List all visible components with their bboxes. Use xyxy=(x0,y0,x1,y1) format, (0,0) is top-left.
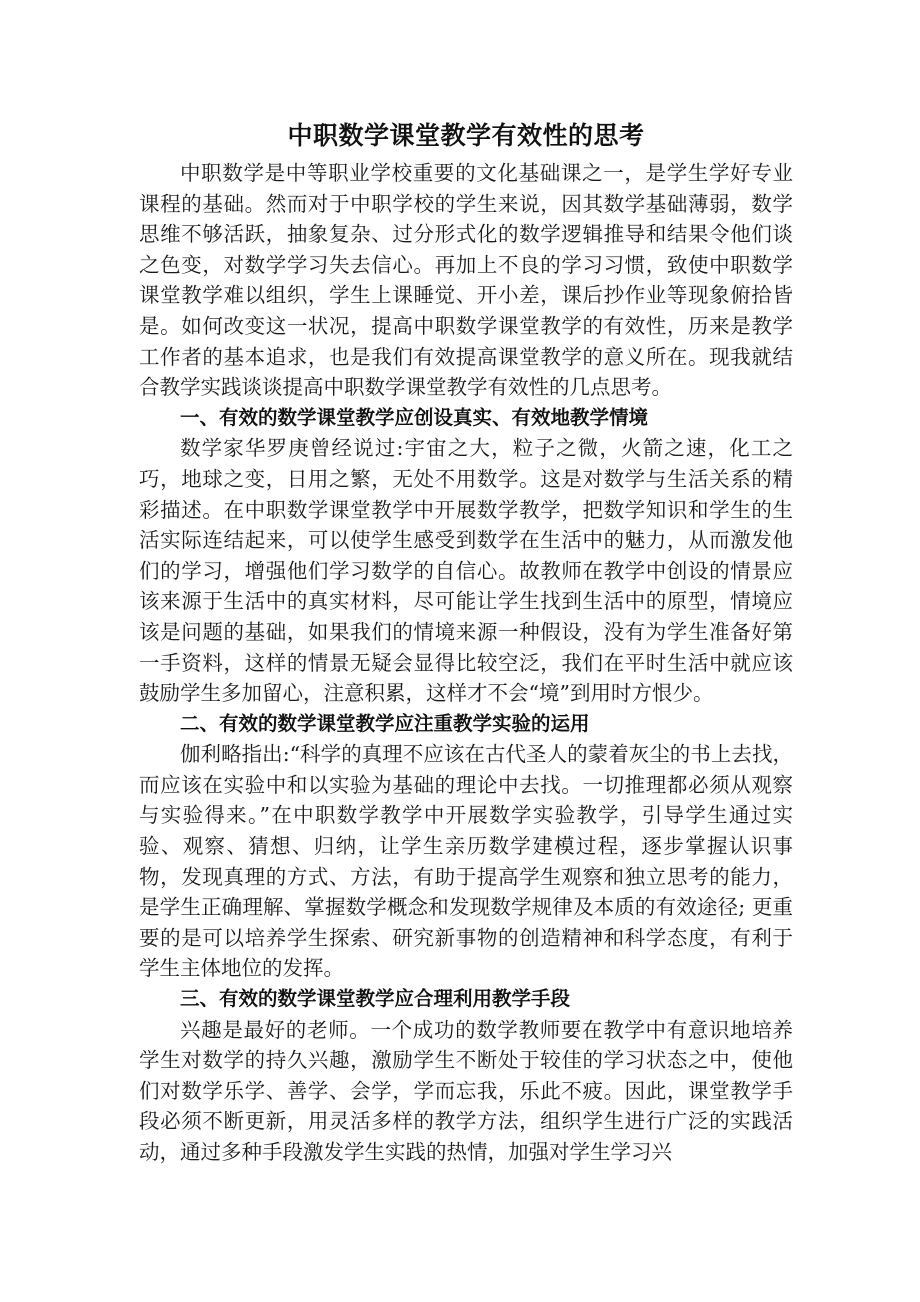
section-heading-2: 二、有效的数学课堂教学应注重教学实验的运用 xyxy=(179,711,590,735)
intro-paragraph: 中职数学是中等职业学校重要的文化基础课之一，是学生学好专业课程的基础。然而对于中职学校的学生来说，因其数学基础薄弱，数学思维不够活跃，抽象复杂、过分形式化的数学逻辑推导和结果令他们谈之色变，对数学学习失去信心。再加上不良的学习习惯，致使中职数学课堂教学难以组织，学生上课睡觉、开小差，课后抄作业等现象俯拾皆是。如何改变这一状况，提高中职数学课堂教学的有效性，历来是教学工作者的基本追求，也是我们有效提高课堂教学的意义所在。现我就结合教学实践谈谈提高中职数学课堂教学有效性的几点思考。 xyxy=(139,161,793,400)
section-heading-1: 一、有效的数学课堂教学应创设真实、有效地教学情境 xyxy=(179,405,648,429)
document-page xyxy=(139,118,793,1168)
section-body-2: 伽利略指出:“科学的真理不应该在古代圣人的蒙着灰尘的书上去找，而应该在实验中和以实验为基础的理论中去找。一切推理都必须从观察与实验得来。”在中职数学教学中开展数学实验教学，引导学生通过实验、观察、猜想、归纳，让学生亲历数学建模过程，逐步掌握认识事物，发现真理的方式、方法，有助于提高学生观察和独立思考的能力，是学生正确理解、掌握数学概念和发现数学规律及本质的有效途径; 更重要的是可以培养学生探索、研究新事物的创造精神和科学态度，有利于学生主体地位的发挥。 xyxy=(139,742,793,981)
section-body-3: 兴趣是最好的老师。一个成功的数学教师要在教学中有意识地培养学生对数学的持久兴趣，激励学生不断处于较佳的学习状态之中，使他们对数学乐学、善学、会学，学而忘我，乐此不疲。因此，课堂教学手段必须不断更新，用灵活多样的教学方法，组织学生进行广泛的实践活动，通过多种手段激发学生实践的热情，加强对学生学习兴 xyxy=(139,1017,793,1164)
page-title: 中职数学课堂教学有效性的思考 xyxy=(287,121,645,150)
section-heading-3: 三、有效的数学课堂教学应合理利用教学手段 xyxy=(179,987,570,1011)
section-body-1: 数学家华罗庚曾经说过:宇宙之大，粒子之微，火箭之速，化工之巧，地球之变，日用之繁，无处不用数学。这是对数学与生活关系的精彩描述。在中职数学课堂教学中开展数学教学，把数学知识和学生的生活实际连结起来，可以使学生感受到数学在生活中的魅力，从而激发他们的学习，增强他们学习数学的自信心。故教师在教学中创设的情景应该来源于生活中的真实材料，尽可能让学生找到生活中的原型，情境应该是问题的基础，如果我们的情境来源一种假设，没有为学生准备好第一手资料，这样的情景无疑会显得比较空泛，我们在平时生活中就应该鼓励学生多加留心，注意积累，这样才不会“境”到用时方恨少。 xyxy=(139,436,793,706)
